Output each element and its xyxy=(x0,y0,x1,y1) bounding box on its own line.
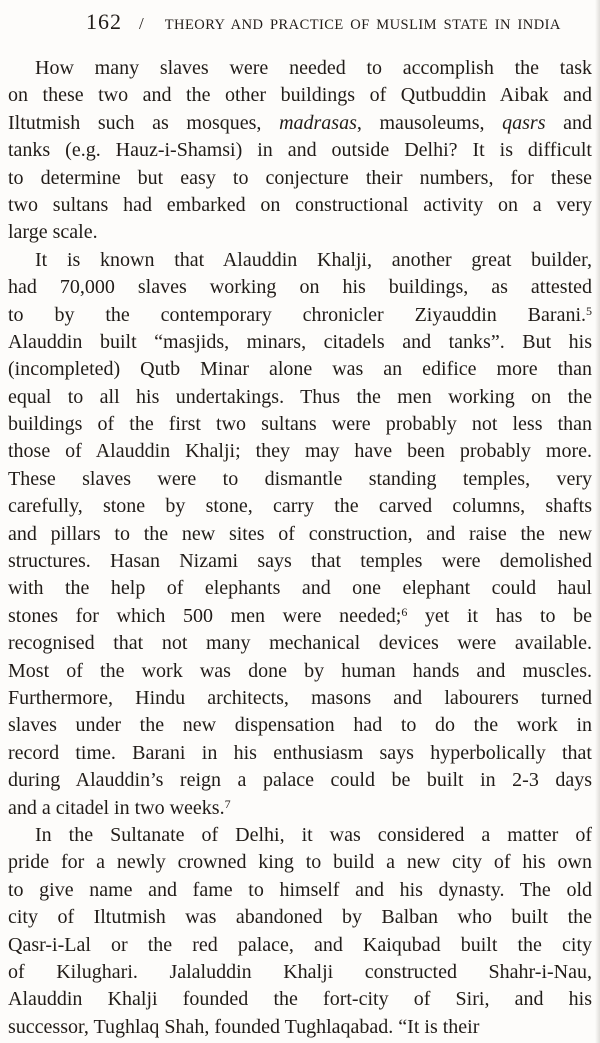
body-text xyxy=(0,55,600,1041)
text-line xyxy=(8,493,592,520)
text-line xyxy=(8,932,592,959)
text-line xyxy=(8,466,592,493)
text-segment: yet it has to be xyxy=(407,604,592,627)
text-line xyxy=(8,302,592,329)
text-line xyxy=(8,137,592,164)
text-segment: of Kilughari. Jalaluddin Khalji constructed Shahr-i-Nau, xyxy=(8,960,592,983)
text-line xyxy=(8,959,592,986)
running-head xyxy=(0,0,600,39)
text-line xyxy=(8,767,592,794)
paragraph xyxy=(8,822,592,1041)
text-line xyxy=(8,822,592,849)
text-line xyxy=(8,630,592,657)
page-number: 162 xyxy=(86,9,122,34)
text-segment: equal to all his undertakings. Thus the men working on the xyxy=(8,385,592,408)
text-line xyxy=(8,219,592,246)
text-segment: and a citadel in two weeks. xyxy=(8,796,225,819)
text-line xyxy=(8,849,592,876)
text-line xyxy=(8,1014,592,1041)
text-segment: to give name and fame to himself and his dynasty. The old xyxy=(8,878,592,901)
text-segment: , mausoleums, xyxy=(356,111,503,134)
text-segment: large scale. xyxy=(8,221,98,244)
footnote-marker: 7 xyxy=(224,796,231,811)
text-line xyxy=(8,548,592,575)
text-line xyxy=(8,384,592,411)
text-segment: record time. Barani in his enthusiasm says hyperbolically that xyxy=(8,741,592,764)
running-head-title: THEORY AND PRACTICE OF MUSLIM STATE IN INDIA xyxy=(164,17,561,33)
header-separator: / xyxy=(139,14,144,33)
text-segment: (incompleted) Qutb Minar alone was an edifice more than xyxy=(8,358,592,381)
text-segment: those of Alauddin Khalji; they may have been probably more. xyxy=(8,440,592,463)
text-line xyxy=(8,740,592,767)
text-segment: stones for which 500 men were needed; xyxy=(8,604,402,627)
text-segment: city of Iltutmish was abandoned by Balban who built the xyxy=(8,906,592,929)
text-segment: madrasas xyxy=(279,111,357,134)
text-segment: pride for a newly crowned king to build a new city of his own xyxy=(8,851,592,874)
text-line xyxy=(8,110,592,137)
text-segment: carefully, stone by stone, carry the carved columns, shafts xyxy=(8,495,592,518)
text-line xyxy=(8,356,592,383)
text-segment: had 70,000 slaves working on his buildings, as attested xyxy=(8,276,592,299)
text-segment: and xyxy=(545,111,592,134)
text-line xyxy=(8,55,592,82)
text-line xyxy=(8,603,592,630)
text-segment: to determine but easy to conjecture their numbers, for these xyxy=(8,166,592,189)
text-segment: successor, Tughlaq Shah, founded Tughlaqabad. “It is their xyxy=(8,1015,480,1038)
text-line xyxy=(8,877,592,904)
text-line xyxy=(8,521,592,548)
text-segment: Alauddin Khalji founded the fort-city of Siri, and his xyxy=(8,988,592,1011)
text-segment: How many slaves were needed to accomplish the task xyxy=(35,57,592,79)
text-line xyxy=(8,247,592,274)
text-line xyxy=(8,658,592,685)
paragraph xyxy=(8,55,592,247)
text-segment: slaves under the new dispensation had to do the work in xyxy=(8,714,592,737)
footnote-marker: 5 xyxy=(586,303,592,318)
text-segment: during Alauddin’s reign a palace could be built in 2-3 days xyxy=(8,769,592,792)
text-segment: and pillars to the new sites of construction, and raise the new xyxy=(8,522,592,545)
text-line xyxy=(8,575,592,602)
footnote-marker: 6 xyxy=(401,604,408,619)
text-segment: Furthermore, Hindu architects, masons and labourers turned xyxy=(8,686,592,709)
text-line xyxy=(8,329,592,356)
text-segment: structures. Hasan Nizami says that temples were demolished xyxy=(8,550,592,573)
paragraph xyxy=(8,247,592,822)
text-segment: on these two and the other buildings of Qutbuddin Aibak and xyxy=(8,84,592,107)
text-line xyxy=(8,904,592,931)
text-segment: tanks (e.g. Hauz-i-Shamsi) in and outside Delhi? It is difficult xyxy=(8,139,592,162)
text-segment: In the Sultanate of Delhi, it was considered a matter of xyxy=(35,823,592,846)
text-line xyxy=(8,986,592,1013)
text-line xyxy=(8,192,592,219)
text-segment: with the help of elephants and one elephant could haul xyxy=(8,577,592,600)
text-line xyxy=(8,795,592,822)
text-line xyxy=(8,438,592,465)
text-segment: Qasr-i-Lal or the red palace, and Kaiqubad built the city xyxy=(8,933,592,956)
text-segment: Most of the work was done by human hands and muscles. xyxy=(8,659,592,682)
text-segment: recognised that not many mechanical devices were available. xyxy=(8,632,592,655)
text-line xyxy=(8,685,592,712)
text-line xyxy=(8,274,592,301)
text-segment: These slaves were to dismantle standing temples, very xyxy=(8,467,592,490)
text-segment: Alauddin built “masjids, minars, citadels and tanks”. But his xyxy=(8,330,592,353)
text-segment: It is known that Alauddin Khalji, another great builder, xyxy=(35,248,592,271)
text-line xyxy=(8,165,592,192)
text-line xyxy=(8,712,592,739)
text-segment: to by the contemporary chronicler Ziyauddin Barani. xyxy=(8,303,586,326)
text-segment: buildings of the first two sultans were probably not less than xyxy=(8,413,592,436)
text-segment: two sultans had embarked on constructional activity on a very xyxy=(8,193,592,216)
text-segment: Iltutmish such as mosques, xyxy=(8,111,280,134)
text-line xyxy=(8,411,592,438)
text-segment: qasrs xyxy=(502,111,546,134)
text-line xyxy=(8,82,592,109)
